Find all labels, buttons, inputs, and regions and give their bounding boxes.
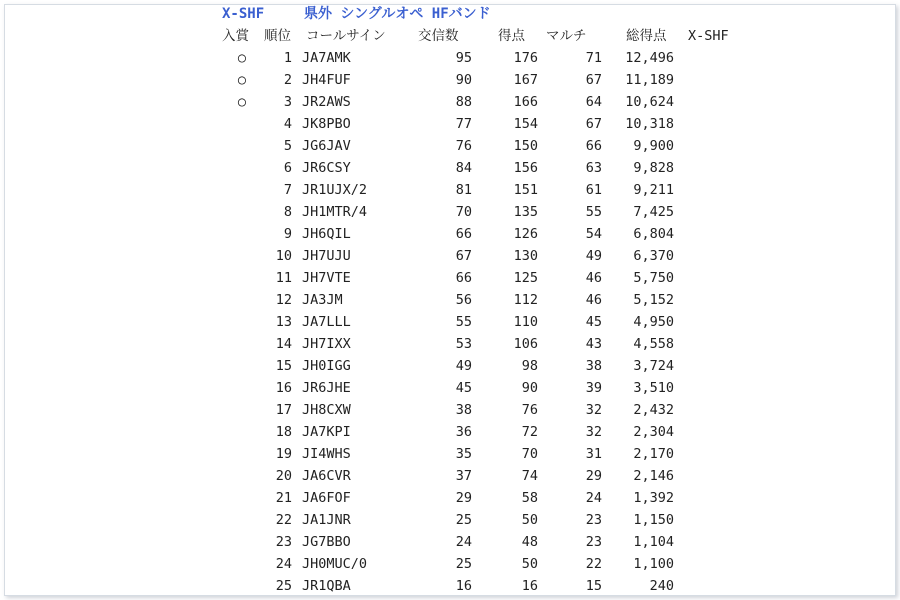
total-score-cell: 9,900	[633, 138, 674, 154]
qso-cell: 70	[455, 204, 472, 220]
rank-cell: 19	[275, 446, 292, 462]
callsign-cell: JR6JHE	[302, 380, 351, 396]
total-score-cell: 240	[649, 578, 674, 594]
total-score-cell: 6,370	[633, 248, 674, 264]
multipliers-cell: 29	[585, 468, 602, 484]
callsign-cell: JH7UJU	[302, 248, 351, 264]
qso-cell: 95	[455, 50, 472, 66]
points-cell: 166	[513, 94, 538, 110]
section-title	[222, 5, 491, 23]
multipliers-cell: 43	[585, 336, 602, 352]
total-score-cell: 12,496	[625, 50, 674, 66]
qso-cell: 88	[455, 94, 472, 110]
rank-cell: 22	[275, 512, 292, 528]
rank-cell: 9	[283, 226, 292, 242]
qso-cell: 35	[455, 446, 472, 462]
callsign-cell: JH8CXW	[302, 402, 351, 418]
multipliers-cell: 55	[585, 204, 602, 220]
qso-cell: 66	[455, 270, 472, 286]
multipliers-cell: 71	[585, 50, 602, 66]
callsign-cell: JA7LLL	[302, 314, 351, 330]
rank-cell: 5	[283, 138, 292, 154]
rank-cell: 25	[275, 578, 292, 594]
multipliers-cell: 54	[585, 226, 602, 242]
multipliers-cell: 31	[585, 446, 602, 462]
rank-cell: 17	[275, 402, 292, 418]
qso-cell: 77	[455, 116, 472, 132]
multipliers-cell: 23	[585, 512, 602, 528]
callsign-cell: JG6JAV	[302, 138, 351, 154]
qso-cell: 56	[455, 292, 472, 308]
rank-cell: 10	[275, 248, 292, 264]
points-cell: 50	[521, 556, 538, 572]
points-cell: 70	[521, 446, 538, 462]
points-cell: 50	[521, 512, 538, 528]
callsign-cell: JH1MTR/4	[302, 204, 368, 220]
header-total-score: 総得点	[626, 28, 667, 44]
multipliers-cell: 23	[585, 534, 602, 550]
points-cell: 72	[521, 424, 538, 440]
results-page	[4, 4, 896, 596]
multipliers-cell: 24	[585, 490, 602, 506]
total-score-cell: 4,558	[633, 336, 674, 352]
total-score-cell: 9,211	[633, 182, 674, 198]
qso-cell: 16	[455, 578, 472, 594]
points-cell: 151	[513, 182, 538, 198]
total-score-cell: 2,432	[633, 402, 674, 418]
multipliers-cell: 22	[585, 556, 602, 572]
header-award: 入賞	[222, 28, 249, 44]
multipliers-cell: 64	[585, 94, 602, 110]
total-score-cell: 10,624	[625, 94, 674, 110]
points-cell: 126	[513, 226, 538, 242]
qso-cell: 90	[455, 72, 472, 88]
qso-cell: 76	[455, 138, 472, 154]
total-score-cell: 1,392	[633, 490, 674, 506]
rank-cell: 6	[283, 160, 292, 176]
multipliers-cell: 15	[585, 578, 602, 594]
points-cell: 48	[521, 534, 538, 550]
callsign-cell: JR1QBA	[302, 578, 351, 594]
callsign-cell: JA7KPI	[302, 424, 351, 440]
header-category: X-SHF	[688, 28, 729, 44]
qso-cell: 29	[455, 490, 472, 506]
points-cell: 176	[513, 50, 538, 66]
multipliers-cell: 45	[585, 314, 602, 330]
qso-cell: 24	[455, 534, 472, 550]
points-cell: 58	[521, 490, 538, 506]
points-cell: 98	[521, 358, 538, 374]
points-cell: 106	[513, 336, 538, 352]
rank-cell: 8	[283, 204, 292, 220]
callsign-cell: JA1JNR	[302, 512, 351, 528]
qso-cell: 66	[455, 226, 472, 242]
award-mark: ○	[237, 50, 247, 66]
multipliers-cell: 49	[585, 248, 602, 264]
total-score-cell: 5,152	[633, 292, 674, 308]
callsign-cell: JR2AWS	[302, 94, 351, 110]
rank-cell: 4	[283, 116, 292, 132]
points-cell: 130	[513, 248, 538, 264]
total-score-cell: 7,425	[633, 204, 674, 220]
rank-cell: 2	[283, 72, 292, 88]
callsign-cell: JA6FOF	[302, 490, 351, 506]
multipliers-cell: 61	[585, 182, 602, 198]
rank-cell: 15	[275, 358, 292, 374]
rank-cell: 1	[283, 50, 292, 66]
qso-cell: 49	[455, 358, 472, 374]
qso-cell: 37	[455, 468, 472, 484]
rank-cell: 18	[275, 424, 292, 440]
points-cell: 74	[521, 468, 538, 484]
callsign-cell: JH0IGG	[302, 358, 351, 374]
qso-cell: 36	[455, 424, 472, 440]
callsign-cell: JG7BBO	[302, 534, 351, 550]
points-cell: 154	[513, 116, 538, 132]
total-score-cell: 3,724	[633, 358, 674, 374]
header-rank: 順位	[264, 28, 291, 44]
rank-cell: 16	[275, 380, 292, 396]
callsign-cell: JH0MUC/0	[302, 556, 368, 572]
callsign-cell: JH4FUF	[302, 72, 351, 88]
rank-cell: 23	[275, 534, 292, 550]
callsign-cell: JR1UJX/2	[302, 182, 368, 198]
rank-cell: 20	[275, 468, 292, 484]
qso-cell: 53	[455, 336, 472, 352]
qso-cell: 84	[455, 160, 472, 176]
rank-cell: 12	[275, 292, 292, 308]
total-score-cell: 11,189	[625, 72, 674, 88]
total-score-cell: 6,804	[633, 226, 674, 242]
total-score-cell: 1,150	[633, 512, 674, 528]
rank-cell: 7	[283, 182, 292, 198]
header-multipliers: マルチ	[546, 28, 587, 44]
qso-cell: 55	[455, 314, 472, 330]
award-mark: ○	[237, 94, 247, 110]
points-cell: 167	[513, 72, 538, 88]
total-score-cell: 1,100	[633, 556, 674, 572]
qso-cell: 25	[455, 556, 472, 572]
qso-cell: 25	[455, 512, 472, 528]
total-score-cell: 2,146	[633, 468, 674, 484]
multipliers-cell: 63	[585, 160, 602, 176]
qso-cell: 81	[455, 182, 472, 198]
total-score-cell: 1,104	[633, 534, 674, 550]
multipliers-cell: 46	[585, 270, 602, 286]
rank-cell: 3	[283, 94, 292, 110]
qso-cell: 45	[455, 380, 472, 396]
points-cell: 90	[521, 380, 538, 396]
total-score-cell: 5,750	[633, 270, 674, 286]
callsign-cell: JA7AMK	[302, 50, 351, 66]
points-cell: 16	[521, 578, 538, 594]
header-points: 得点	[498, 28, 525, 44]
rank-cell: 14	[275, 336, 292, 352]
points-cell: 76	[521, 402, 538, 418]
total-score-cell: 9,828	[633, 160, 674, 176]
points-cell: 112	[513, 292, 538, 308]
points-cell: 135	[513, 204, 538, 220]
multipliers-cell: 67	[585, 72, 602, 88]
callsign-cell: JH7IXX	[302, 336, 351, 352]
total-score-cell: 10,318	[625, 116, 674, 132]
rank-cell: 21	[275, 490, 292, 506]
total-score-cell: 2,304	[633, 424, 674, 440]
qso-cell: 67	[455, 248, 472, 264]
multipliers-cell: 66	[585, 138, 602, 154]
total-score-cell: 3,510	[633, 380, 674, 396]
award-mark: ○	[237, 72, 247, 88]
rank-cell: 13	[275, 314, 292, 330]
title-category: X-SHF	[222, 6, 265, 22]
multipliers-cell: 38	[585, 358, 602, 374]
callsign-cell: JI4WHS	[302, 446, 351, 462]
qso-cell: 38	[455, 402, 472, 418]
multipliers-cell: 39	[585, 380, 602, 396]
multipliers-cell: 32	[585, 402, 602, 418]
points-cell: 125	[513, 270, 538, 286]
header-qso: 交信数	[418, 28, 459, 44]
points-cell: 110	[513, 314, 538, 330]
rank-cell: 24	[275, 556, 292, 572]
total-score-cell: 2,170	[633, 446, 674, 462]
multipliers-cell: 67	[585, 116, 602, 132]
rank-cell: 11	[275, 270, 292, 286]
callsign-cell: JR6CSY	[302, 160, 351, 176]
multipliers-cell: 46	[585, 292, 602, 308]
callsign-cell: JA6CVR	[302, 468, 351, 484]
title-name: 県外 シングルオペ HFバンド	[304, 6, 491, 22]
callsign-cell: JA3JM	[302, 292, 343, 308]
callsign-cell: JK8PBO	[302, 116, 351, 132]
points-cell: 156	[513, 160, 538, 176]
callsign-cell: JH7VTE	[302, 270, 351, 286]
multipliers-cell: 32	[585, 424, 602, 440]
header-callsign: コールサイン	[306, 28, 386, 44]
total-score-cell: 4,950	[633, 314, 674, 330]
callsign-cell: JH6QIL	[302, 226, 351, 242]
points-cell: 150	[513, 138, 538, 154]
